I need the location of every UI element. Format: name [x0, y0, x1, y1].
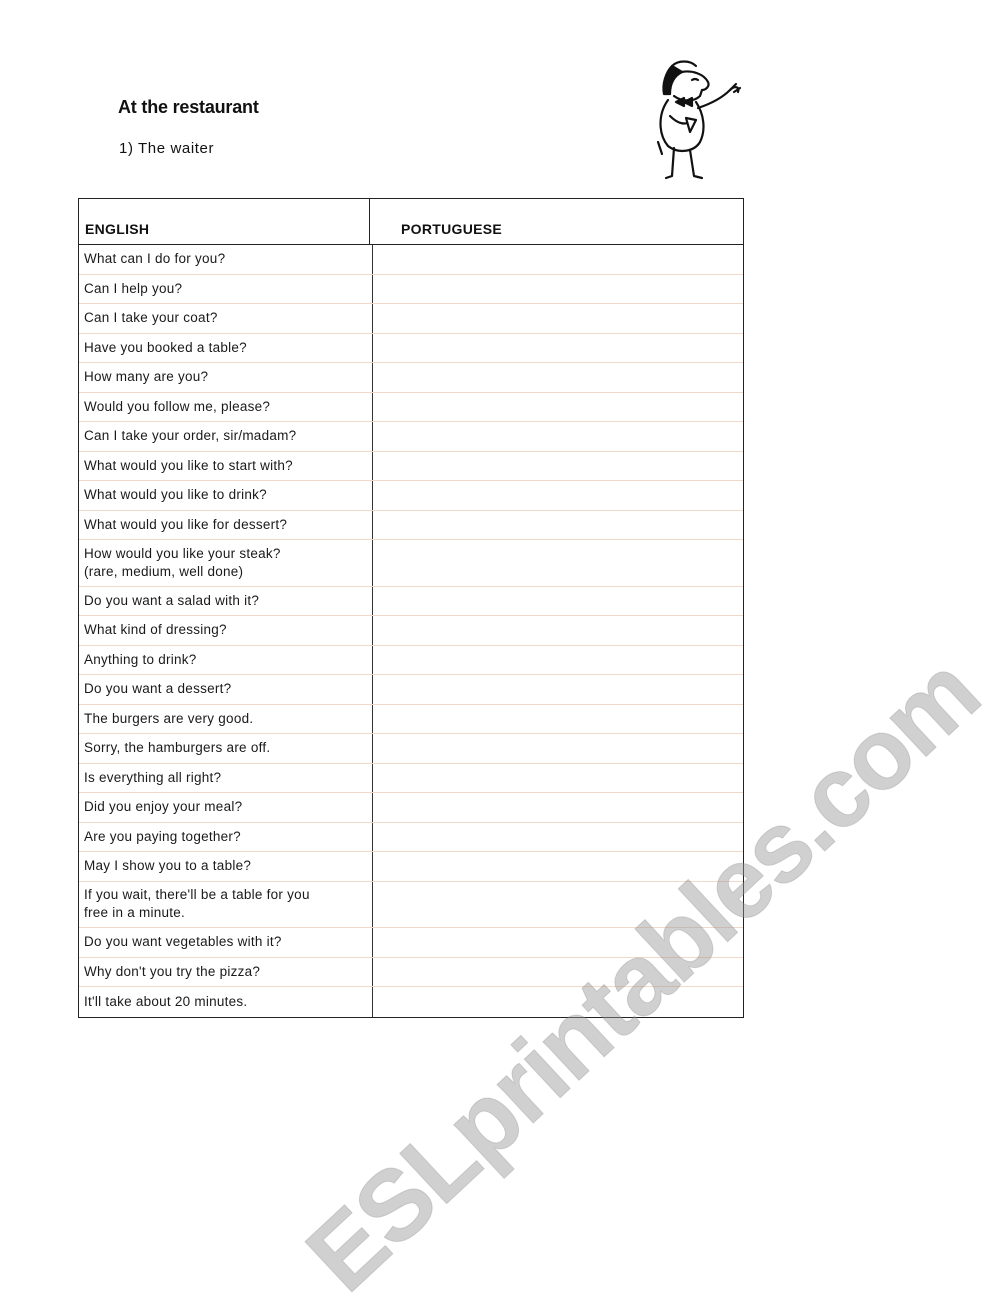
- column-header-english: ENGLISH: [79, 199, 370, 244]
- english-phrase-cell: Do you want a salad with it?: [79, 587, 373, 616]
- table-row: [79, 334, 743, 364]
- portuguese-translation-cell[interactable]: [373, 540, 743, 586]
- english-phrase-cell: What kind of dressing?: [79, 616, 373, 645]
- english-phrase-cell: What would you like for dessert?: [79, 511, 373, 540]
- english-phrase-cell: The burgers are very good.: [79, 705, 373, 734]
- portuguese-translation-cell[interactable]: [373, 793, 743, 822]
- english-phrase-cell: It'll take about 20 minutes.: [79, 987, 373, 1017]
- portuguese-translation-cell[interactable]: [373, 675, 743, 704]
- portuguese-translation-cell[interactable]: [373, 511, 743, 540]
- portuguese-translation-cell[interactable]: [373, 393, 743, 422]
- english-phrase-cell: Is everything all right?: [79, 764, 373, 793]
- table-row: [79, 422, 743, 452]
- portuguese-translation-cell[interactable]: [373, 705, 743, 734]
- portuguese-translation-cell[interactable]: [373, 334, 743, 363]
- portuguese-translation-cell[interactable]: [373, 852, 743, 881]
- portuguese-translation-cell[interactable]: [373, 587, 743, 616]
- vocabulary-table: [78, 198, 744, 1018]
- table-row: [79, 304, 743, 334]
- portuguese-translation-cell[interactable]: [373, 245, 743, 274]
- english-phrase-cell: What would you like to drink?: [79, 481, 373, 510]
- table-row: [79, 675, 743, 705]
- table-row: [79, 734, 743, 764]
- table-row: [79, 452, 743, 482]
- column-header-portuguese: PORTUGUESE: [401, 221, 503, 237]
- portuguese-translation-cell[interactable]: [373, 646, 743, 675]
- table-header-row: [79, 199, 743, 245]
- english-phrase-cell: If you wait, there'll be a table for you free in a minute.: [79, 882, 373, 928]
- table-row: [79, 245, 743, 275]
- table-row: [79, 928, 743, 958]
- table-row: [79, 393, 743, 423]
- table-row: [79, 646, 743, 676]
- table-row: [79, 764, 743, 794]
- english-phrase-cell: Have you booked a table?: [79, 334, 373, 363]
- english-phrase-cell: How many are you?: [79, 363, 373, 392]
- portuguese-translation-cell[interactable]: [373, 764, 743, 793]
- table-row: [79, 705, 743, 735]
- english-phrase-cell: Do you want vegetables with it?: [79, 928, 373, 957]
- english-phrase-cell: Do you want a dessert?: [79, 675, 373, 704]
- portuguese-translation-cell[interactable]: [373, 452, 743, 481]
- portuguese-translation-cell[interactable]: [373, 958, 743, 987]
- portuguese-translation-cell[interactable]: [373, 734, 743, 763]
- portuguese-translation-cell[interactable]: [373, 275, 743, 304]
- english-phrase-cell: Did you enjoy your meal?: [79, 793, 373, 822]
- table-row: [79, 958, 743, 988]
- table-row: [79, 511, 743, 541]
- english-phrase-cell: May I show you to a table?: [79, 852, 373, 881]
- english-phrase-cell: Can I take your order, sir/madam?: [79, 422, 373, 451]
- portuguese-translation-cell[interactable]: [373, 928, 743, 957]
- english-phrase-cell: Are you paying together?: [79, 823, 373, 852]
- section-subtitle: 1) The waiter: [119, 140, 215, 157]
- portuguese-translation-cell[interactable]: [373, 616, 743, 645]
- english-phrase-cell: Can I help you?: [79, 275, 373, 304]
- table-row: [79, 275, 743, 305]
- table-row: [79, 823, 743, 853]
- english-phrase-cell: Can I take your coat?: [79, 304, 373, 333]
- english-phrase-cell: How would you like your steak? (rare, medium, well done): [79, 540, 373, 586]
- table-row: [79, 481, 743, 511]
- portuguese-translation-cell[interactable]: [373, 422, 743, 451]
- table-row: [79, 616, 743, 646]
- table-body: [79, 245, 743, 1017]
- english-phrase-cell: What can I do for you?: [79, 245, 373, 274]
- english-phrase-cell: Anything to drink?: [79, 646, 373, 675]
- table-row: [79, 793, 743, 823]
- table-row: [79, 540, 743, 587]
- table-row: [79, 852, 743, 882]
- table-row: [79, 587, 743, 617]
- page-title: At the restaurant: [118, 97, 259, 117]
- portuguese-translation-cell[interactable]: [373, 823, 743, 852]
- english-phrase-cell: Sorry, the hamburgers are off.: [79, 734, 373, 763]
- portuguese-translation-cell[interactable]: [373, 481, 743, 510]
- portuguese-translation-cell[interactable]: [373, 882, 743, 928]
- english-phrase-cell: Would you follow me, please?: [79, 393, 373, 422]
- table-row: [79, 363, 743, 393]
- waiter-illustration: [648, 54, 748, 184]
- portuguese-translation-cell[interactable]: [373, 363, 743, 392]
- portuguese-translation-cell[interactable]: [373, 987, 743, 1017]
- table-row: [79, 987, 743, 1017]
- english-phrase-cell: Why don't you try the pizza?: [79, 958, 373, 987]
- table-row: [79, 882, 743, 929]
- portuguese-translation-cell[interactable]: [373, 304, 743, 333]
- english-phrase-cell: What would you like to start with?: [79, 452, 373, 481]
- watermark: ESLprintables.com: [285, 636, 1000, 1313]
